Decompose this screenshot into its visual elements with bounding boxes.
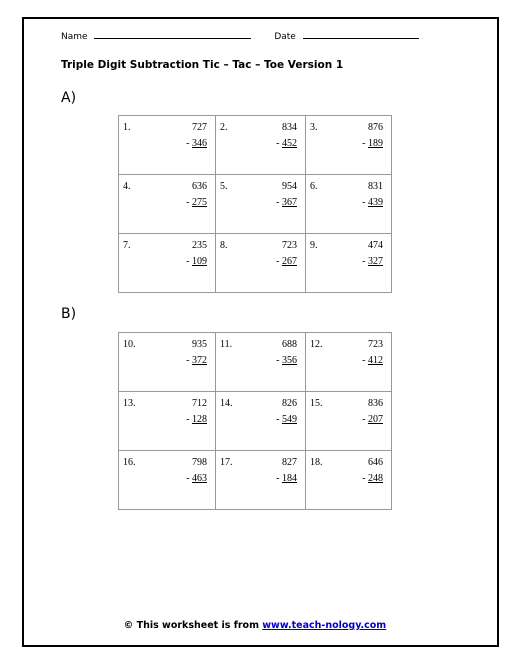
subtrahend-line: [276, 473, 297, 484]
minuend: 798: [192, 457, 207, 468]
subtrahend-line: [362, 256, 383, 267]
subtrahend-line: [276, 138, 297, 149]
minuend: 723: [368, 339, 383, 350]
subtrahend-line: [276, 197, 297, 208]
subtrahend-line: [186, 256, 207, 267]
subtrahend: 439: [368, 197, 383, 208]
minuend: 827: [282, 457, 297, 468]
name-line: [94, 31, 251, 39]
subtrahend-line: [186, 414, 207, 425]
section-a-label: A): [61, 90, 77, 106]
minus-sign: -: [186, 355, 190, 366]
minus-sign: -: [362, 197, 366, 208]
problem-number: 2.: [220, 122, 228, 133]
problem-cell: [216, 175, 306, 234]
problem-cell: [306, 392, 392, 451]
minuend: 836: [368, 398, 383, 409]
problem-number: 11.: [220, 339, 233, 350]
subtrahend: 267: [282, 256, 297, 267]
subtrahend: 356: [282, 355, 297, 366]
problem-number: 8.: [220, 240, 228, 251]
problem-cell: [306, 451, 392, 510]
problem-cell: [306, 234, 392, 293]
footer-prefix: © This worksheet is from: [123, 620, 263, 631]
minuend: 834: [282, 122, 297, 133]
subtrahend-line: [186, 138, 207, 149]
problem-number: 14.: [220, 398, 233, 409]
minus-sign: -: [186, 473, 190, 484]
subtrahend-line: [362, 138, 383, 149]
minus-sign: -: [362, 256, 366, 267]
problem-number: 1.: [123, 122, 131, 133]
minus-sign: -: [362, 138, 366, 149]
subtrahend: 207: [368, 414, 383, 425]
problem-cell: [119, 175, 216, 234]
minuend: 235: [192, 240, 207, 251]
subtrahend-line: [362, 473, 383, 484]
subtrahend: 248: [368, 473, 383, 484]
minuend: 826: [282, 398, 297, 409]
minuend: 954: [282, 181, 297, 192]
minus-sign: -: [362, 355, 366, 366]
subtrahend-line: [276, 256, 297, 267]
name-label: Name: [61, 32, 88, 42]
problem-cell: [216, 451, 306, 510]
problem-number: 18.: [310, 457, 323, 468]
problem-number: 10.: [123, 339, 136, 350]
minus-sign: -: [276, 138, 280, 149]
subtrahend: 184: [282, 473, 297, 484]
minus-sign: -: [276, 197, 280, 208]
problem-cell: [216, 333, 306, 392]
subtrahend: 327: [368, 256, 383, 267]
subtrahend: 372: [192, 355, 207, 366]
problem-number: 7.: [123, 240, 131, 251]
problem-cell: [119, 333, 216, 392]
problem-cell: [216, 116, 306, 175]
minuend: 646: [368, 457, 383, 468]
minuend: 935: [192, 339, 207, 350]
footer-link[interactable]: www.teach-nology.com: [262, 620, 387, 631]
subtrahend-line: [362, 355, 383, 366]
minus-sign: -: [276, 355, 280, 366]
subtrahend-line: [362, 414, 383, 425]
section-b-label: B): [61, 306, 77, 322]
minus-sign: -: [362, 473, 366, 484]
problem-number: 9.: [310, 240, 318, 251]
date-label: Date: [274, 32, 296, 42]
problem-number: 3.: [310, 122, 318, 133]
subtrahend: 549: [282, 414, 297, 425]
date-line: [303, 31, 419, 39]
problem-cell: [119, 234, 216, 293]
problem-cell: [306, 333, 392, 392]
problem-cell: [119, 451, 216, 510]
minus-sign: -: [276, 414, 280, 425]
footer-credit: [0, 620, 510, 631]
subtrahend: 275: [192, 197, 207, 208]
subtrahend: 109: [192, 256, 207, 267]
problem-number: 15.: [310, 398, 323, 409]
worksheet-title: Triple Digit Subtraction Tic – Tac – Toe Version 1: [61, 59, 344, 71]
subtrahend: 463: [192, 473, 207, 484]
subtrahend: 189: [368, 138, 383, 149]
subtrahend-line: [276, 355, 297, 366]
problem-number: 16.: [123, 457, 136, 468]
minus-sign: -: [186, 414, 190, 425]
subtrahend-line: [276, 414, 297, 425]
subtrahend: 128: [192, 414, 207, 425]
subtrahend-line: [362, 197, 383, 208]
minus-sign: -: [186, 197, 190, 208]
problem-grid-a: [118, 115, 392, 293]
problem-cell: [119, 116, 216, 175]
minuend: 712: [192, 398, 207, 409]
problem-number: 12.: [310, 339, 323, 350]
problem-cell: [119, 392, 216, 451]
problem-number: 6.: [310, 181, 318, 192]
minuend: 474: [368, 240, 383, 251]
problem-number: 13.: [123, 398, 136, 409]
minuend: 727: [192, 122, 207, 133]
subtrahend-line: [186, 197, 207, 208]
problem-cell: [306, 116, 392, 175]
problem-number: 4.: [123, 181, 131, 192]
problem-number: 17.: [220, 457, 233, 468]
header-row: [61, 31, 419, 42]
minuend: 636: [192, 181, 207, 192]
minus-sign: -: [276, 473, 280, 484]
minuend: 723: [282, 240, 297, 251]
subtrahend-line: [186, 473, 207, 484]
problem-cell: [306, 175, 392, 234]
subtrahend: 346: [192, 138, 207, 149]
minus-sign: -: [186, 138, 190, 149]
subtrahend: 412: [368, 355, 383, 366]
minus-sign: -: [362, 414, 366, 425]
problem-number: 5.: [220, 181, 228, 192]
minuend: 876: [368, 122, 383, 133]
minus-sign: -: [186, 256, 190, 267]
problem-cell: [216, 234, 306, 293]
subtrahend-line: [186, 355, 207, 366]
minuend: 688: [282, 339, 297, 350]
subtrahend: 452: [282, 138, 297, 149]
subtrahend: 367: [282, 197, 297, 208]
minus-sign: -: [276, 256, 280, 267]
problem-cell: [216, 392, 306, 451]
problem-grid-b: [118, 332, 392, 510]
minuend: 831: [368, 181, 383, 192]
